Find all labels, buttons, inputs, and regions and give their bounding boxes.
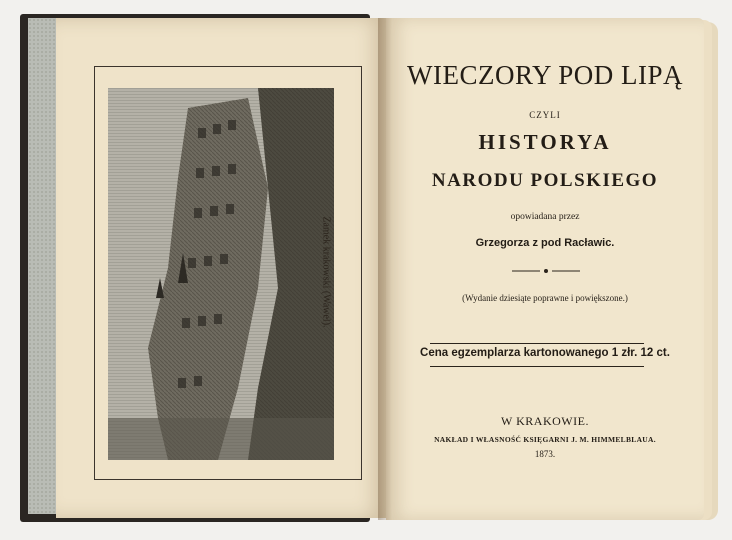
edition-note: (Wydanie dziesiąte poprawne i powiększone.) [462,293,628,303]
price-rule-top [430,343,644,344]
wawel-castle-engraving [108,88,334,460]
price-line: Cena egzemplarza kartonowanego 1 złr. 12 ct. [420,347,670,359]
ornament-divider-icon [512,268,580,274]
author-name: Grzegorza z pod Racławic. [475,237,615,249]
engraving-caption: Zamek krakowski (Wawel). [320,216,332,328]
price-rule-bottom [430,366,644,367]
book-gutter [378,18,392,520]
narrated-by-text: opowiadana przez [510,212,580,222]
book-subtitle: NARODU POLSKIEGO [431,170,659,191]
publication-city: W KRAKOWIE. [501,414,589,428]
publisher-line: NAKŁAD I WŁASNOŚĆ KSIĘGARNI J. M. HIMMELBLAUA. [434,435,656,444]
publication-year: 1873. [534,449,556,459]
book-title: WIECZORY POD LIPĄ [407,60,683,90]
title-historya: HISTORYA [478,130,612,154]
conjunction-text: CZYLI [529,110,561,120]
